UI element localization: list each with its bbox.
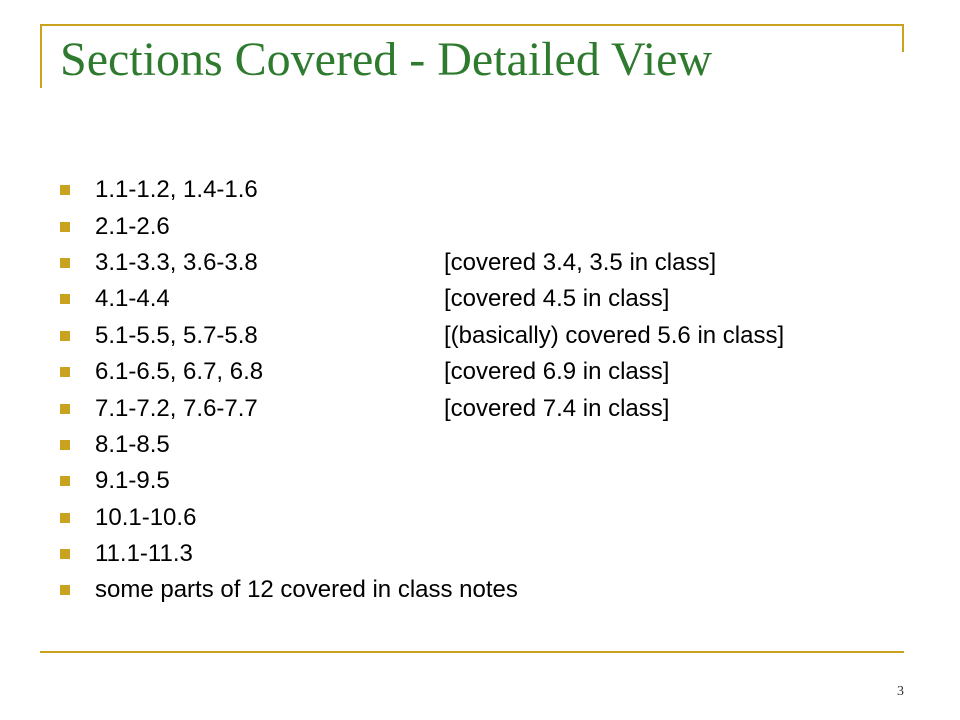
section-range: 11.1-11.3 xyxy=(95,540,193,568)
square-bullet-icon xyxy=(60,294,70,304)
square-bullet-icon xyxy=(60,549,70,559)
section-range: 2.1-2.6 xyxy=(95,212,170,240)
square-bullet-icon xyxy=(60,513,70,523)
square-bullet-icon xyxy=(60,258,70,268)
list-item xyxy=(60,354,784,390)
footer-divider-line xyxy=(40,651,904,653)
section-note: [covered 4.5 in class] xyxy=(444,285,670,313)
section-range: 1.1-1.2, 1.4-1.6 xyxy=(95,176,258,204)
section-range: 10.1-10.6 xyxy=(95,503,197,531)
section-note: [covered 3.4, 3.5 in class] xyxy=(444,248,717,276)
list-item xyxy=(60,318,784,354)
section-range: some parts of 12 covered in class notes xyxy=(95,576,518,604)
section-range: 4.1-4.4 xyxy=(95,285,170,313)
square-bullet-icon xyxy=(60,476,70,486)
square-bullet-icon xyxy=(60,185,70,195)
section-note: [covered 7.4 in class] xyxy=(444,394,670,422)
section-note: [covered 6.9 in class] xyxy=(444,358,670,386)
list-item xyxy=(60,172,784,208)
slide-title: Sections Covered - Detailed View xyxy=(60,33,713,86)
section-range: 7.1-7.2, 7.6-7.7 xyxy=(95,394,258,422)
list-item xyxy=(60,463,784,499)
list-item xyxy=(60,500,784,536)
square-bullet-icon xyxy=(60,331,70,341)
frame-top-line xyxy=(40,24,904,26)
page-number: 3 xyxy=(897,684,904,699)
section-range: 9.1-9.5 xyxy=(95,467,170,495)
section-list xyxy=(60,172,784,609)
list-item xyxy=(60,245,784,281)
section-note: [(basically) covered 5.6 in class] xyxy=(444,321,785,349)
frame-right-line xyxy=(902,24,904,52)
list-item xyxy=(60,208,784,244)
section-range: 5.1-5.5, 5.7-5.8 xyxy=(95,321,258,349)
square-bullet-icon xyxy=(60,404,70,414)
square-bullet-icon xyxy=(60,585,70,595)
square-bullet-icon xyxy=(60,222,70,232)
section-range: 3.1-3.3, 3.6-3.8 xyxy=(95,248,258,276)
list-item xyxy=(60,427,784,463)
list-item xyxy=(60,536,784,572)
square-bullet-icon xyxy=(60,367,70,377)
frame-left-line xyxy=(40,24,42,88)
list-item xyxy=(60,390,784,426)
section-range: 6.1-6.5, 6.7, 6.8 xyxy=(95,358,264,386)
square-bullet-icon xyxy=(60,440,70,450)
list-item xyxy=(60,281,784,317)
section-range: 8.1-8.5 xyxy=(95,430,170,458)
list-item xyxy=(60,572,784,608)
